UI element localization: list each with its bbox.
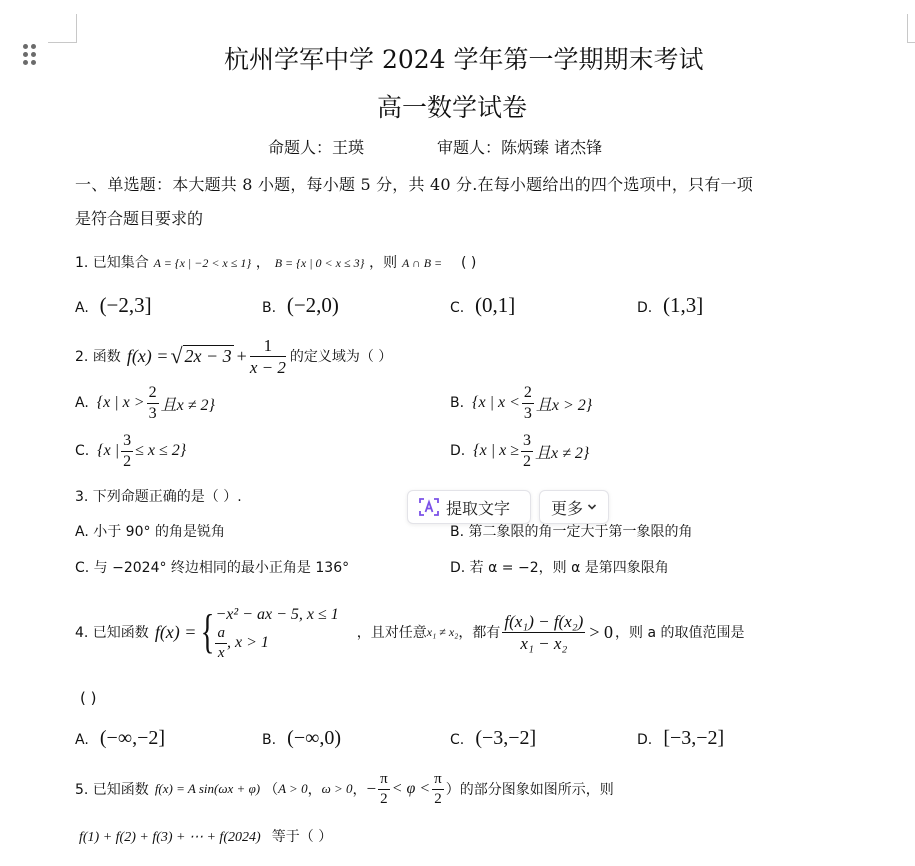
q4-option-b: B. (−∞,0) — [262, 727, 342, 749]
chevron-down-icon — [587, 503, 597, 511]
question-3: 3. 下列命题正确的是（ ）. — [75, 489, 242, 505]
q4-option-d: D. [−3,−2] — [637, 727, 725, 749]
q4-option-a: A. (−∞,−2] — [75, 727, 166, 749]
text-scan-icon — [418, 496, 440, 518]
q1-then: ，则 — [369, 255, 398, 271]
question-5: 5. 已知函数 f(x) = A sin(ωx + φ) （ A > 0 ， ω > 0 ， − $\frac{\pi}{2}$ < φ < $\frac{\pi}{2}$ ） 的部分图象如图所示，则 — [75, 770, 614, 807]
q4-piece-2: $\frac{a}{x}$ , x > 1 — [217, 625, 269, 662]
q1-option-b: B. (−2,0) — [262, 293, 339, 317]
q4-answer-blank: ( ) — [80, 689, 97, 707]
page-corner-mark-right — [907, 14, 915, 43]
more-label: 更多 — [550, 498, 583, 518]
q1-answer-blank: ( ) — [460, 255, 477, 271]
q4-piece-1: −x² − ax − 5, x ≤ 1 — [215, 605, 339, 623]
reviewers: 审题人：陈炳臻 诸杰锋 — [437, 138, 603, 157]
q5-sum-line: f(1) + f(2) + f(3) + ⋯ + f(2024) 等于（ ） — [79, 829, 333, 845]
q1-option-c: C. (0,1] — [450, 293, 516, 317]
q1-expression: A ∩ B = — [401, 256, 443, 270]
q2-option-d: D. {x | x ≥ $\frac{3}{2}$ 且x ≠ 2} — [450, 431, 590, 470]
extract-text-button[interactable] — [407, 490, 531, 524]
q1-set-a: A = {x | −2 < x ≤ 1} — [153, 256, 252, 270]
piecewise-brace: { — [201, 605, 215, 658]
q3-option-c: C. 与 −2024° 终边相同的最小正角是 136° — [75, 560, 350, 576]
q1-option-a: A. (−2,3] — [75, 293, 152, 317]
q3-option-b: B. 第二象限的角一定大于第一象限的角 — [450, 524, 693, 540]
exam-subtitle: 高一数学试卷 — [377, 93, 528, 122]
q2-option-a: A. {x | x > $\frac{2}{3}$ 且x ≠ 2} — [75, 383, 215, 422]
section-heading-line2: 是符合题目要求的 — [75, 209, 204, 228]
q2-option-c: C. {x | $\frac{3}{2}$ ≤ x ≤ 2} — [75, 431, 187, 470]
page-corner-mark-left — [48, 14, 77, 43]
q4-option-c: C. (−3,−2] — [450, 727, 537, 749]
exam-title: 杭州学军中学 2024 学年第一学期期末考试 — [224, 45, 704, 74]
q2-option-b: B. {x | x < $\frac{2}{3}$ 且x > 2} — [450, 383, 593, 422]
more-button[interactable] — [539, 490, 609, 524]
q1-number: 1. 已知集合 — [75, 255, 149, 271]
q3-option-a: A. 小于 90° 的角是锐角 — [75, 524, 225, 540]
q1-comma: ， — [255, 255, 270, 271]
section-heading-line1: 一、单选题：本大题共 8 小题，每小题 5 分，共 40 分.在每小题给出的四个选项中，只有一项 — [75, 175, 753, 194]
authors: 命题人：王瑛 — [268, 138, 365, 157]
q3-option-d: D. 若 α = −2，则 α 是第四象限角 — [450, 560, 669, 576]
q1-option-d: D. (1,3] — [637, 293, 704, 317]
question-4: 4. 已知函数 f(x) = { −x² − ax − 5, x ≤ 1 $\frac{a}{x}$ , x > 1 ，且对任意 x₁ ≠ x₂ ，都有 $\frac{\text{f(x₁) − f(x₂)}}{\text{x₁ − x₂}}$ > 0 ，则 a 的取值范围是 — [75, 592, 744, 672]
question-2: 2. 函数 f(x) = √ 2x − 3 + $\frac{1}{x - 2}$ 的定义域为（ ） — [75, 335, 393, 377]
q1-set-b: B = {x | 0 < x ≤ 3} — [274, 256, 365, 270]
extract-text-label: 提取文字 — [446, 498, 511, 518]
drag-handle-icon[interactable] — [23, 44, 37, 66]
question-1 — [75, 252, 476, 272]
